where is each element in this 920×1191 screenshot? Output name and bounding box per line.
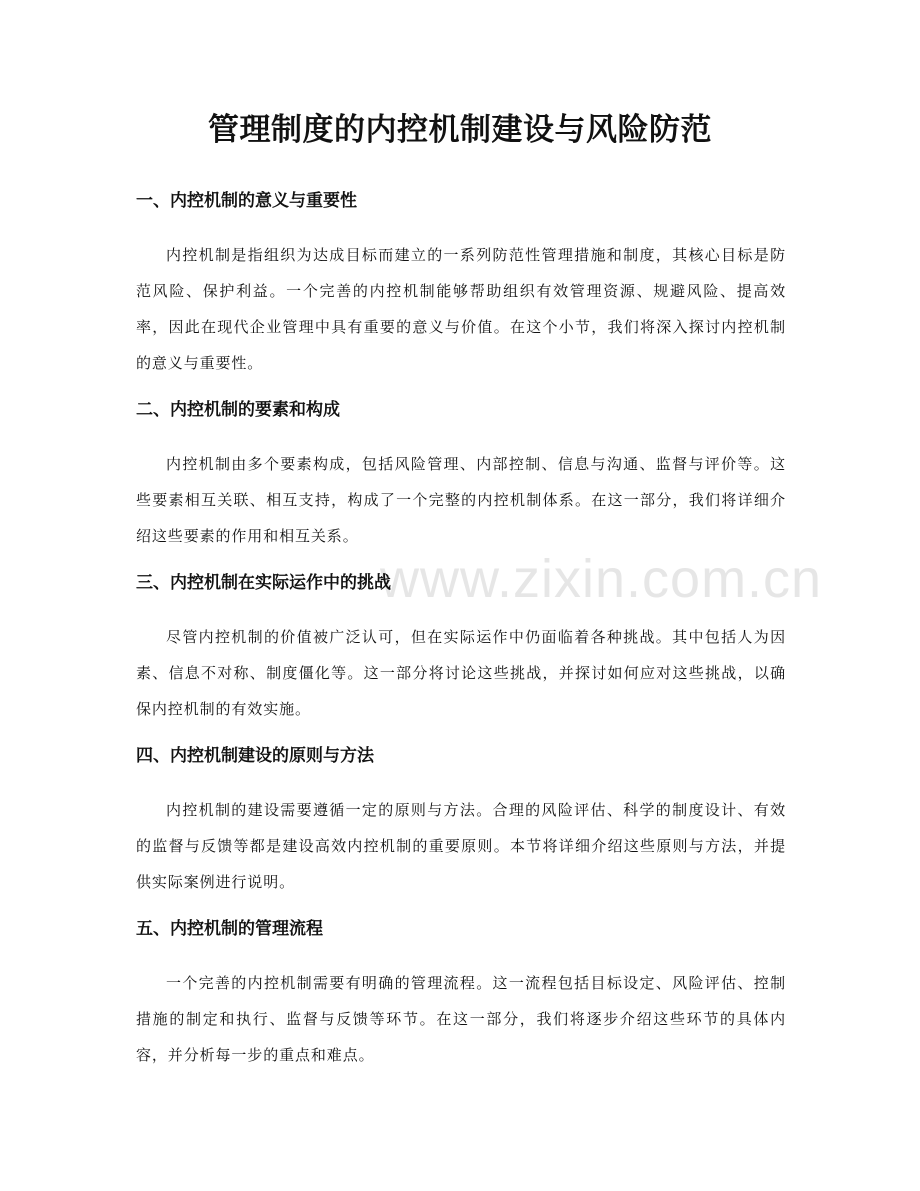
section-paragraph: 内控机制的建设需要遵循一定的原则与方法。合理的风险评估、科学的制度设计、有效的监督与反馈等都是建设高效内控机制的重要原则。本节将详细介绍这些原则与方法，并提供实际案例进行说明。 [136, 801, 786, 891]
watermark: www.zixin.com.cn [380, 549, 823, 609]
section-heading: 二、内控机制的要素和构成 [136, 400, 340, 420]
section-heading: 四、内控机制建设的原则与方法 [136, 746, 374, 766]
section-significance [136, 189, 786, 381]
section-heading: 五、内控机制的管理流程 [136, 919, 323, 939]
document-title: 管理制度的内控机制建设与风险防范 [208, 112, 712, 148]
section-paragraph: 一个完善的内控机制需要有明确的管理流程。这一流程包括目标设定、风险评估、控制措施的制定和执行、监督与反馈等环节。在这一部分，我们将逐步介绍这些环节的具体内容，并分析每一步的重点和难点。 [136, 974, 786, 1064]
section-process [136, 917, 786, 1073]
section-paragraph: 内控机制是指组织为达成目标而建立的一系列防范性管理措施和制度，其核心目标是防范风险、保护利益。一个完善的内控机制能够帮助组织有效管理资源、规避风险、提高效率，因此在现代企业管理中具有重要的意义与价值。在这个小节，我们将深入探讨内控机制的意义与重要性。 [136, 246, 786, 372]
section-heading: 一、内控机制的意义与重要性 [136, 191, 357, 211]
section-elements [136, 398, 786, 554]
section-paragraph: 内控机制由多个要素构成，包括风险管理、内部控制、信息与沟通、监督与评价等。这些要素相互关联、相互支持，构成了一个完整的内控机制体系。在这一部分，我们将详细介绍这些要素的作用和相互关系。 [136, 455, 786, 545]
section-challenges [136, 571, 786, 727]
section-heading: 三、内控机制在实际运作中的挑战 [136, 573, 391, 593]
section-principles [136, 744, 786, 900]
section-paragraph: 尽管内控机制的价值被广泛认可，但在实际运作中仍面临着各种挑战。其中包括人为因素、信息不对称、制度僵化等。这一部分将讨论这些挑战，并探讨如何应对这些挑战，以确保内控机制的有效实施。 [136, 628, 786, 718]
